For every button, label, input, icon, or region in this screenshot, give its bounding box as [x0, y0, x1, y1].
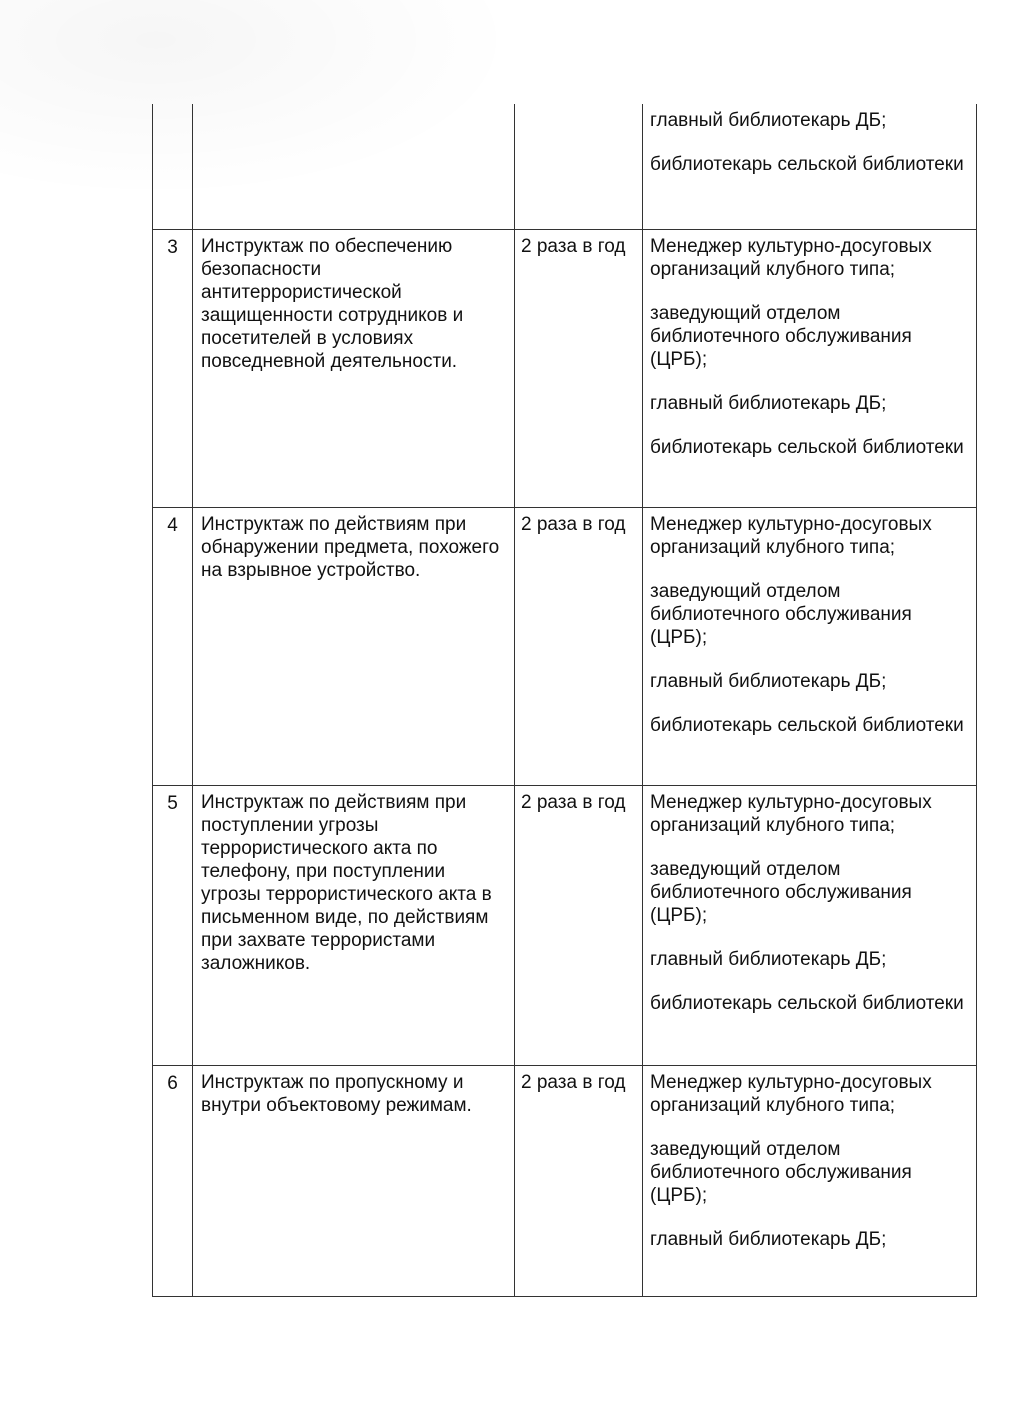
row-responsible-cell [643, 786, 977, 1066]
table-row [153, 508, 977, 786]
instruction-name: Инструктаж по пропускному и внутри объектовому режимам. [201, 1072, 472, 1116]
row-number: 6 [167, 1073, 178, 1094]
row-period-cell [515, 104, 643, 230]
table-row [153, 230, 977, 508]
row-responsible-cell [643, 508, 977, 786]
responsible-item: библиотекарь сельской библиотеки [650, 993, 964, 1014]
instruction-period: 2 раза в год [521, 792, 626, 813]
instruction-name: Инструктаж по действиям при обнаружении предмета, похожего на взрывное устройство. [201, 514, 500, 581]
row-period-cell [515, 230, 643, 508]
row-number-cell [153, 230, 193, 508]
instruction-name: Инструктаж по обеспечению безопасности антитеррористической защищенности сотрудников и посетителей в условиях повседневной деятельности. [201, 236, 464, 372]
responsible-item: библиотекарь сельской библиотеки [650, 437, 964, 458]
row-number-cell [153, 104, 193, 230]
row-responsible-cell [643, 230, 977, 508]
responsible-item: заведующий отделом библиотечного обслуживания (ЦРБ); [650, 859, 912, 926]
instruction-period: 2 раза в год [521, 514, 626, 535]
row-number-cell [153, 786, 193, 1066]
row-period-cell [515, 786, 643, 1066]
responsible-item: заведующий отделом библиотечного обслуживания (ЦРБ); [650, 581, 912, 648]
row-number: 5 [167, 793, 178, 814]
row-responsible-cell [643, 104, 977, 230]
responsible-item: главный библиотекарь ДБ; [650, 949, 887, 970]
row-number: 3 [167, 237, 178, 258]
table-row [153, 1066, 977, 1297]
row-number: 4 [167, 515, 178, 536]
instruction-schedule-table [152, 104, 977, 1297]
responsible-item: заведующий отделом библиотечного обслуживания (ЦРБ); [650, 303, 912, 370]
row-period-cell [515, 1066, 643, 1297]
responsible-item: библиотекарь сельской библиотеки [650, 154, 964, 175]
row-name-cell [193, 104, 515, 230]
responsible-item: Менеджер культурно-досуговых организаций клубного типа; [650, 1072, 932, 1116]
row-responsible-cell [643, 1066, 977, 1297]
instruction-period: 2 раза в год [521, 236, 626, 257]
responsible-item: главный библиотекарь ДБ; [650, 1229, 887, 1250]
instruction-name: Инструктаж по действиям при поступлении угрозы террористического акта по телефону, при поступлении угрозы террористического акта в письменном виде, по действиям при захвате террористами заложников. [201, 792, 492, 974]
row-period-cell [515, 508, 643, 786]
row-number-cell [153, 1066, 193, 1297]
responsible-item: библиотекарь сельской библиотеки [650, 715, 964, 736]
instruction-period: 2 раза в год [521, 1072, 626, 1093]
responsible-item: заведующий отделом библиотечного обслуживания (ЦРБ); [650, 1139, 912, 1206]
responsible-item: главный библиотекарь ДБ; [650, 671, 887, 692]
table-row-continuation [153, 104, 977, 230]
row-number-cell [153, 508, 193, 786]
responsible-item: главный библиотекарь ДБ; [650, 110, 887, 131]
row-name-cell [193, 230, 515, 508]
row-name-cell [193, 786, 515, 1066]
responsible-item: Менеджер культурно-досуговых организаций клубного типа; [650, 514, 932, 558]
responsible-item: главный библиотекарь ДБ; [650, 393, 887, 414]
table-row [153, 786, 977, 1066]
row-name-cell [193, 1066, 515, 1297]
responsible-item: Менеджер культурно-досуговых организаций клубного типа; [650, 236, 932, 280]
responsible-item: Менеджер культурно-досуговых организаций клубного типа; [650, 792, 932, 836]
row-name-cell [193, 508, 515, 786]
